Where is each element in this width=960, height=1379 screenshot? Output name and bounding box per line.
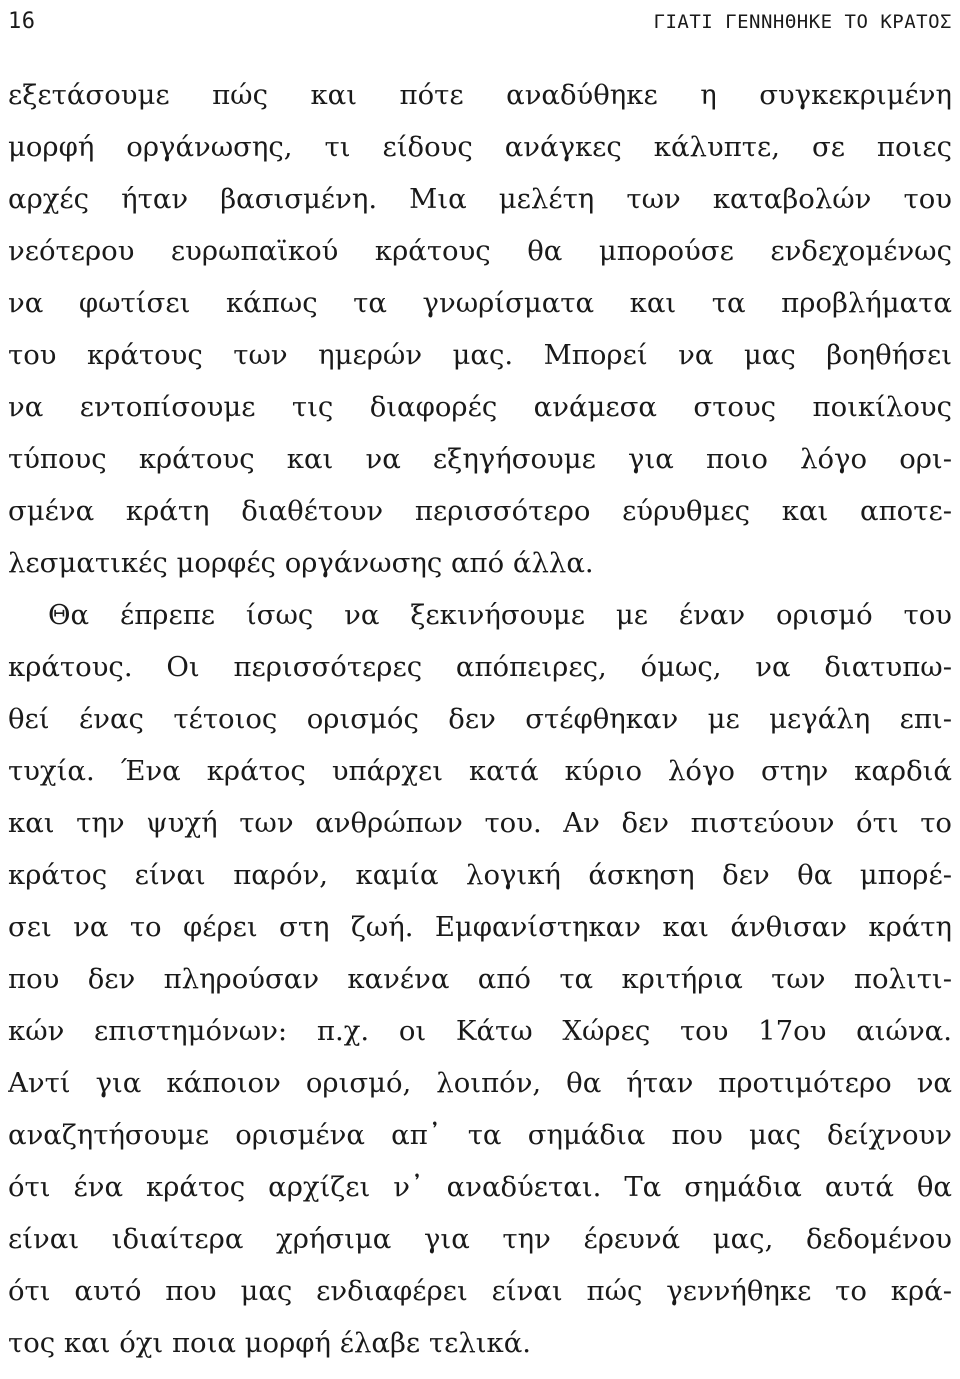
text-line: θεί ένας τέτοιος ορισμός δεν στέφθηκαν με μεγάλη επι- xyxy=(8,703,952,735)
text-line: ότι αυτό που μας ενδιαφέρει είναι πώς γεννήθηκε το κρά- xyxy=(8,1275,952,1307)
page-header xyxy=(8,4,952,40)
text-line: σμένα κράτη διαθέτουν περισσότερο εύρυθμες και αποτε- xyxy=(8,495,952,527)
text-line: κράτος είναι παρόν, καμία λογική άσκηση δεν θα μπορέ- xyxy=(8,859,952,891)
body-text xyxy=(8,69,952,1369)
text-line: κράτους. Οι περισσότερες απόπειρες, όμως, να διατυπω- xyxy=(8,651,952,683)
text-line: τύπους κράτους και να εξηγήσουμε για ποιο λόγο ορι- xyxy=(8,443,952,475)
page-number: 16 xyxy=(8,9,36,34)
text-line: αρχές ήταν βασισμένη. Μια μελέτη των καταβολών του xyxy=(8,183,952,215)
paragraph-end-line: τος και όχι ποια μορφή έλαβε τελικά. xyxy=(8,1327,532,1359)
text-line: και την ψυχή των ανθρώπων του. Αν δεν πιστεύουν ότι το xyxy=(8,807,952,839)
text-line: Αντί για κάποιον ορισμό, λοιπόν, θα ήταν προτιμότερο να xyxy=(8,1067,952,1099)
text-line: σει να το φέρει στη ζωή. Εμφανίστηκαν και άνθισαν κράτη xyxy=(8,911,952,943)
text-line: τυχία. Ένα κράτος υπάρχει κατά κύριο λόγο στην καρδιά xyxy=(8,755,952,787)
paragraph-start-line: Θα έπρεπε ίσως να ξεκινήσουμε με έναν ορισμό του xyxy=(48,599,952,631)
text-line: κών επιστημόνων: π.χ. οι Κάτω Χώρες του 17ου αιώνα. xyxy=(8,1015,952,1047)
text-line: αναζητήσουμε ορισμένα απ᾽ τα σημάδια που μας δείχνουν xyxy=(8,1119,952,1151)
paragraph-end-line: λεσματικές μορφές οργάνωσης από άλλα. xyxy=(8,547,594,579)
text-line: εξετάσουμε πώς και πότε αναδύθηκε η συγκεκριμένη xyxy=(8,79,952,111)
text-line: μορφή οργάνωσης, τι είδους ανάγκες κάλυπτε, σε ποιες xyxy=(8,131,952,163)
text-line: του κράτους των ημερών μας. Μπορεί να μας βοηθήσει xyxy=(8,339,952,371)
text-line: είναι ιδιαίτερα χρήσιμα για την έρευνά μας, δεδομένου xyxy=(8,1223,952,1255)
text-line: που δεν πληρούσαν κανένα από τα κριτήρια των πολιτι- xyxy=(8,963,952,995)
text-line: ότι ένα κράτος αρχίζει ν᾽ αναδύεται. Τα σημάδια αυτά θα xyxy=(8,1171,952,1203)
running-title: ΓΙΑΤΙ ΓΕΝΝΗΘΗΚΕ ΤΟ ΚΡΑΤΟΣ xyxy=(653,11,952,33)
text-line: νεότερου ευρωπαϊκού κράτους θα μπορούσε ενδεχομένως xyxy=(8,235,952,267)
text-line: να φωτίσει κάπως τα γνωρίσματα και τα προβλήματα xyxy=(8,287,952,319)
text-line: να εντοπίσουμε τις διαφορές ανάμεσα στους ποικίλους xyxy=(8,391,952,423)
